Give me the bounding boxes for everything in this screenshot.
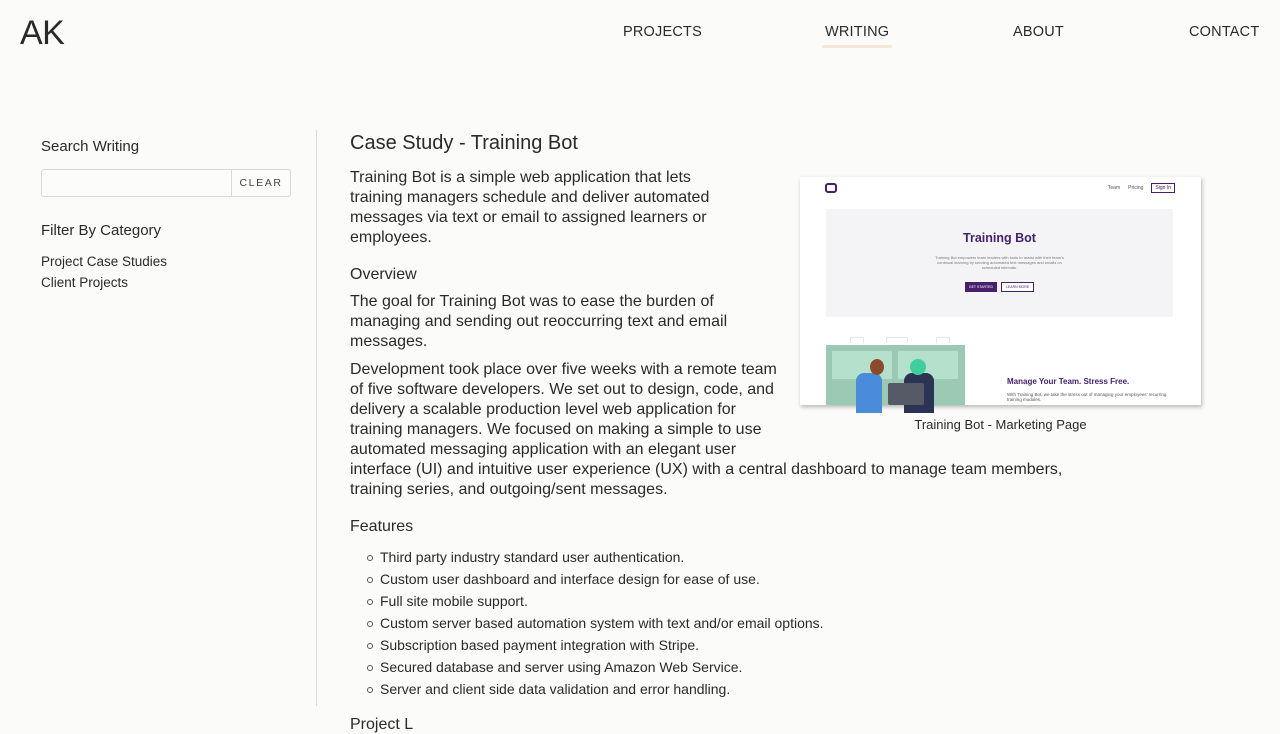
screenshot-hero-sub: Training Bot empowers team leaders with tools to assist with their team's continual learning by sending automated text messages and emails on scheduled intervals. — [935, 255, 1064, 270]
site-logo[interactable]: AK — [20, 14, 65, 52]
article — [350, 132, 1171, 734]
marketing-figure — [800, 177, 1201, 432]
screenshot-nav — [1108, 183, 1175, 193]
feature-item: Custom server based automation system with text and/or email options. — [364, 612, 1080, 634]
overview-paragraph-1: The goal for Training Bot was to ease the burden of managing and sending out reoccurring text and email messages. — [350, 293, 728, 350]
screenshot-nav-pricing: Pricing — [1128, 185, 1144, 191]
search-input[interactable] — [41, 169, 231, 197]
screenshot-tagline-sub: With Training Bot, we take the stress out of managing your employees' recurring training modules. — [1007, 392, 1167, 402]
filter-heading: Filter By Category — [41, 222, 162, 239]
bot-logo-icon — [825, 183, 837, 193]
feature-item: Third party industry standard user authentication. — [364, 546, 1080, 568]
faint-decor — [936, 337, 950, 343]
features-heading: Features — [350, 518, 414, 535]
screenshot-get-started: GET STARTED — [965, 282, 997, 292]
screenshot-learn-more: LEARN MORE — [1001, 282, 1034, 292]
person-head — [910, 359, 926, 375]
sidebar — [41, 138, 291, 293]
search-row — [41, 169, 291, 197]
category-client-projects[interactable]: Client Projects — [41, 275, 129, 290]
feature-item: Full site mobile support. — [364, 590, 1080, 612]
overview-heading: Overview — [350, 266, 417, 283]
team-illustration — [826, 345, 965, 405]
screenshot-hero-buttons — [826, 282, 1173, 292]
person-head — [870, 359, 884, 375]
article-title: Case Study - Training Bot — [350, 132, 578, 154]
feature-item: Server and client side data validation and error handling. — [364, 678, 1080, 700]
search-heading: Search Writing — [41, 138, 140, 155]
next-section-heading: Project L — [350, 716, 414, 733]
screenshot-hero — [826, 209, 1173, 317]
nav-projects[interactable]: PROJECTS — [623, 24, 702, 40]
sidebar-divider — [316, 130, 317, 706]
laptop-illustration — [888, 383, 924, 405]
feature-item: Custom user dashboard and interface design for ease of use. — [364, 568, 1080, 590]
category-list — [41, 251, 291, 293]
overview-paragraph-2: Development took place over five weeks with a remote team of five software developers. We set out to design, code, and delivery a scalable production level web application for training managers. We focused on making a simple to use automated messaging application with an elegant user interface (UI) and intuitive user experience (UX) with a central dashboard to manage team members, training series, and outgoing/sent messages. — [350, 361, 1063, 498]
features-list — [350, 546, 1080, 700]
nav-about[interactable]: ABOUT — [1013, 24, 1064, 40]
clear-button[interactable]: CLEAR — [231, 169, 291, 197]
faint-decor — [850, 337, 864, 343]
category-project-case-studies[interactable]: Project Case Studies — [41, 254, 168, 269]
intro-paragraph: Training Bot is a simple web application that lets training managers schedule and deliver automated messages via text or email to assigned learners or employees. — [350, 169, 710, 246]
person-illustration — [856, 373, 882, 413]
nav-contact[interactable]: CONTACT — [1189, 24, 1260, 40]
faint-decor — [886, 337, 908, 343]
feature-item: Subscription based payment integration with Stripe. — [364, 634, 1080, 656]
screenshot-nav-team: Team — [1107, 185, 1121, 191]
feature-item: Secured database and server using Amazon Web Service. — [364, 656, 1080, 678]
screenshot-hero-title: Training Bot — [963, 231, 1036, 245]
screenshot-tagline: Manage Your Team. Stress Free. — [1007, 377, 1130, 386]
figure-caption: Training Bot - Marketing Page — [914, 417, 1087, 432]
marketing-page-screenshot[interactable] — [800, 177, 1201, 405]
nav-writing[interactable]: WRITING — [825, 24, 890, 40]
screenshot-nav-signin: Sign In — [1151, 183, 1175, 193]
